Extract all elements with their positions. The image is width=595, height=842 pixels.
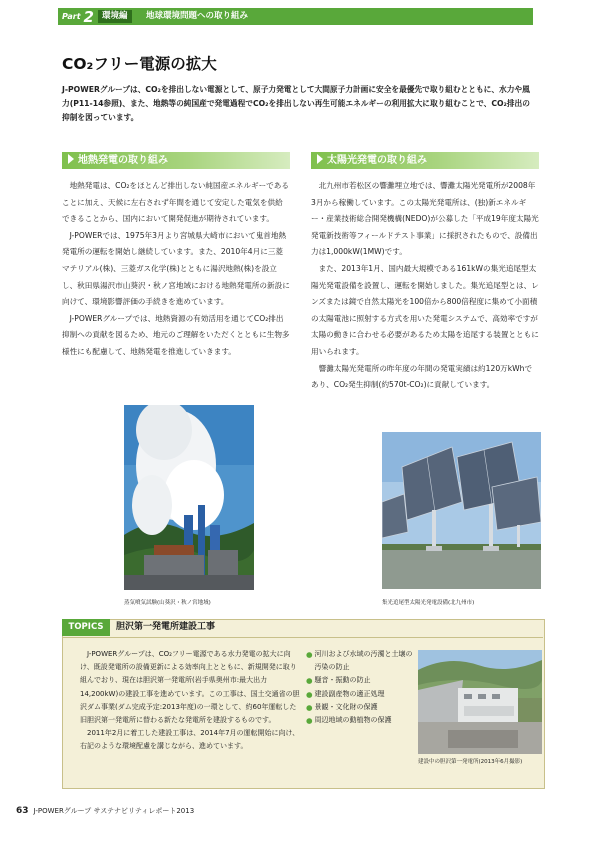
geothermal-paragraph: 地熱発電は、CO₂をほとんど排出しない純国産エネルギーであることに加え、天候に左右されず年間を通じて安定した電気を供給できることから、国内において開発促進が期待されています。 — [62, 181, 289, 224]
geothermal-paragraph: J-POWERでは、1975年3月より宮城県大崎市において鬼首地熱発電所の運転を開始し継続しています。また、2010年4月に三菱マテリアル(株)、三菱ガス化学(株)とともに湯沢地熱(株)を設立し、秋田県湯沢市山葵沢・秋ノ宮地域における地熱発電所の新設に向けて、環境影響評価の手続きを進めています。 — [62, 230, 290, 307]
part-label: Part — [62, 12, 81, 21]
triangle-bullet-icon — [68, 154, 74, 164]
header-subtitle: 地球環境問題への取り組み — [146, 11, 249, 21]
list-item — [306, 688, 414, 701]
bullet-dot-icon: ● — [306, 676, 313, 686]
topics-label: TOPICS — [62, 619, 110, 636]
solar-paragraph: 響灘太陽光発電所の昨年度の年間の発電実績は約120万kWhであり、CO₂発生抑制(約570t-CO₂)に貢献しています。 — [311, 363, 533, 390]
topics-body — [80, 648, 302, 754]
topics-paragraph: J-POWERグループは、CO₂フリー電源である水力発電の拡大に向け、既設発電所の設備更新による効率向上とともに、新規開発に取り組んでおり、現在は胆沢第一発電所(岩手県奥州市:最大出力14,200kW)の建設工事を進めています。この工事は、国土交通省の胆沢ダム事業(ダム完成予定:2013年度)の一環として、約60年運転した旧胆沢第一発電所に替わる新たな発電所を建設するものです。 — [80, 650, 300, 725]
topics-divider — [62, 637, 543, 638]
power-station-construction-photo — [418, 650, 542, 754]
page-number: 63 — [16, 806, 29, 816]
triangle-bullet-icon — [317, 154, 323, 164]
environmental-measures-list — [306, 648, 414, 727]
bullet-dot-icon: ● — [306, 702, 313, 712]
list-item — [306, 648, 414, 674]
solar-heading — [311, 152, 539, 169]
list-item — [306, 714, 414, 727]
list-item — [306, 674, 414, 687]
intro-paragraph: J-POWERグループは、CO₂を排出しない電源として、原子力発電として大間原子力計画に安全を最優先で取り組むとともに、水力や風力(P11-14参照)、また、地熱等の純国産で発電過程でCO₂を排出しない再生可能エネルギーの利用拡大に取り組むことで、CO₂排出の抑制を図っています。 — [62, 85, 530, 122]
solar-photo-caption: 集光追尾型太陽光発電設備(北九州市) — [382, 600, 475, 606]
solar-body — [311, 178, 539, 394]
list-item — [306, 701, 414, 714]
geothermal-paragraph: J-POWERグループでは、地熱資源の有効活用を通じてCO₂排出抑制への貢献を図るため、地元のご理解をいただくとともに生物多様性にも配慮して、地熱発電を推進していきます。 — [62, 313, 290, 356]
list-item-text: 騒音・振動の防止 — [314, 676, 371, 685]
list-item-text: 周辺地域の動植物の保護 — [314, 716, 392, 725]
topics-title: 胆沢第一発電所建設工事 — [116, 622, 216, 632]
bullet-dot-icon: ● — [306, 650, 313, 659]
list-item-text: 景観・文化財の保護 — [314, 702, 378, 711]
solar-paragraph: また、2013年1月、国内最大規模である161kWの集光追尾型太陽光発電設備を設置し、運転を開始しました。集光追尾型とは、レンズまたは鏡で自然太陽光を100倍から800倍程度に集めて小面積の太陽電池に照射する方式を用いた発電システムで、高効率ですが太陽の動きに合わせる必要があるため太陽を追尾する装置とともに用いられます。 — [311, 263, 539, 356]
solar-paragraph: 北九州市若松区の響灘埋立地では、響灘太陽光発電所が2008年3月から稼働しています。この太陽光発電所は、(独)新エネルギー・産業技術総合開発機構(NEDO)が公募した「平成19年度太陽光発電新技術等フィールドテスト事業」に採択されたもので、設備出力は1,000kW(1MW)です。 — [311, 181, 539, 257]
bullet-dot-icon: ● — [306, 716, 313, 726]
construction-site-illustration — [418, 650, 542, 754]
geothermal-heading — [62, 152, 290, 169]
part-indicator — [62, 8, 94, 25]
topics-paragraph: 2011年2月に着工した建設工事は、2014年7月の運転開始に向け、右記のような環境配慮を講じながら、進めています。 — [80, 729, 300, 751]
solar-tracker-illustration — [382, 432, 541, 589]
geothermal-steam-illustration — [124, 405, 254, 590]
construction-photo-caption: 建設中の胆沢第一発電所(2013年6月撮影) — [418, 759, 523, 765]
geothermal-heading-text: 地熱発電の取り組み — [78, 155, 168, 166]
category-badge: 環境編 — [98, 10, 132, 23]
publication-name: J-POWERグループ サステナビリティレポート2013 — [33, 807, 195, 815]
solar-heading-text: 太陽光発電の取り組み — [327, 155, 427, 166]
solar-tracker-photo — [382, 432, 541, 589]
list-item-text: 建設副産物の適正処理 — [314, 689, 385, 698]
geothermal-photo-caption: 蒸気噴気試験(山葵沢・秋ノ宮地域) — [124, 600, 211, 606]
geothermal-body — [62, 178, 290, 361]
page-footer — [16, 806, 194, 816]
page-title: CO₂フリー電源の拡大 — [62, 55, 217, 73]
part-number: 2 — [83, 7, 94, 26]
list-item-text: 河川および水域の汚濁と土壌の汚染の防止 — [314, 650, 413, 672]
bullet-dot-icon: ● — [306, 689, 313, 699]
geothermal-steam-photo — [124, 405, 254, 590]
